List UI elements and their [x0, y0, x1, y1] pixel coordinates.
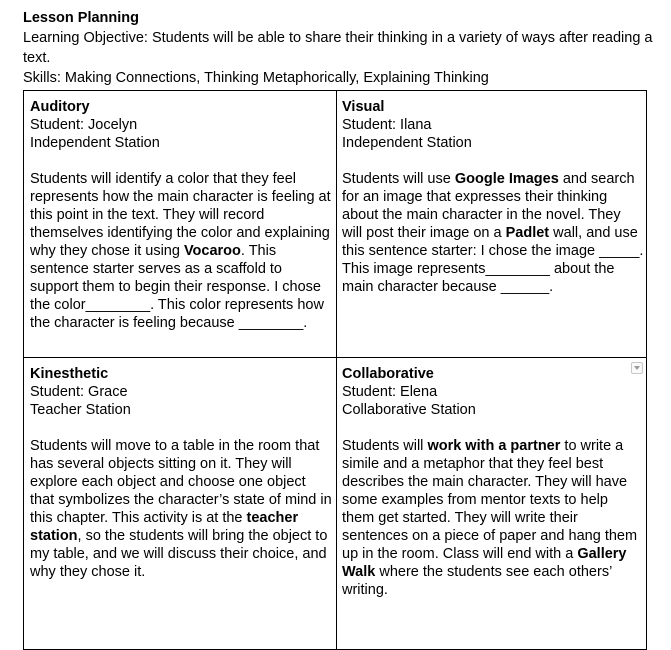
- cell-student: Student: Jocelyn: [30, 117, 138, 133]
- cell-student: Student: Ilana: [342, 117, 432, 133]
- cell-title: Kinesthetic: [30, 366, 109, 382]
- learning-objective: Learning Objective: Students will be able to share their thinking in a variety of ways after reading a text.: [23, 30, 653, 66]
- description-bold-text: Vocaroo: [183, 243, 241, 259]
- cell-title: Visual: [342, 99, 385, 115]
- table-cell-kinesthetic[interactable]: [30, 365, 332, 581]
- page-title: Lesson Planning: [23, 10, 140, 26]
- description-bold-text: Google Images: [454, 171, 559, 187]
- cell-description: [342, 170, 644, 296]
- lesson-table: [23, 90, 647, 650]
- description-text: wall, and use this sentence starter: I chose the image _____. This image represents________ about the main character because ______.: [342, 225, 644, 295]
- description-bold-text: work with a partner: [427, 438, 561, 454]
- cell-station: Independent Station: [30, 135, 160, 151]
- description-text: , so the students will bring the object to my table, and we will discuss their choice, and why they chose it.: [30, 528, 328, 580]
- description-bold-text: teacher station: [30, 510, 299, 544]
- skills: Skills: Making Connections, Thinking Metaphorically, Explaining Thinking: [23, 70, 489, 86]
- description-bold-text: Gallery Walk: [342, 546, 627, 580]
- description-text: Students will: [342, 438, 428, 454]
- cell-title: Collaborative: [342, 366, 434, 382]
- cell-student: Student: Grace: [30, 384, 128, 400]
- cell-student: Student: Elena: [342, 384, 438, 400]
- table-cell-visual[interactable]: [342, 98, 644, 296]
- cell-description: [30, 170, 332, 332]
- table-cell-auditory[interactable]: [30, 98, 332, 332]
- description-text: Students will identify a color that they feel represents how the main character is feeling at this point in the text. They will record themselves identifying the color and explaining why they chose it using: [30, 171, 331, 259]
- cell-dropdown-icon[interactable]: [631, 362, 643, 374]
- description-text: to write a simile and a metaphor that they feel best describes the main character. They will have some examples from mentor texts to help them get started. They will write their sentences on a piece of paper and hang them up in the room. Class will end with a: [342, 438, 638, 562]
- description-text: . This sentence starter serves as a scaffold to support them to begin their response. I chose the color________. This color represents how the character is feeling because ________.: [30, 243, 324, 331]
- cell-title: Auditory: [30, 99, 90, 115]
- description-text: and search for an image that expresses their thinking about the main character in the novel. They will post their image on a: [342, 171, 635, 241]
- cell-description: [342, 437, 644, 599]
- cell-description: [30, 437, 332, 581]
- table-row-divider: [24, 357, 646, 358]
- description-bold-text: Padlet: [505, 225, 550, 241]
- cell-station: Collaborative Station: [342, 402, 476, 418]
- description-text: Students will use: [342, 171, 455, 187]
- description-text: where the students see each others’ writing.: [342, 564, 612, 598]
- cell-station: Independent Station: [342, 135, 472, 151]
- table-cell-collaborative[interactable]: [342, 365, 644, 599]
- lesson-header: [23, 8, 663, 88]
- table-column-divider: [336, 91, 337, 649]
- description-text: Students will move to a table in the room that has several objects sitting on it. They will explore each object and choose one object that symbolizes the character’s state of mind in this chapter. This activity is at the: [30, 438, 332, 526]
- cell-station: Teacher Station: [30, 402, 131, 418]
